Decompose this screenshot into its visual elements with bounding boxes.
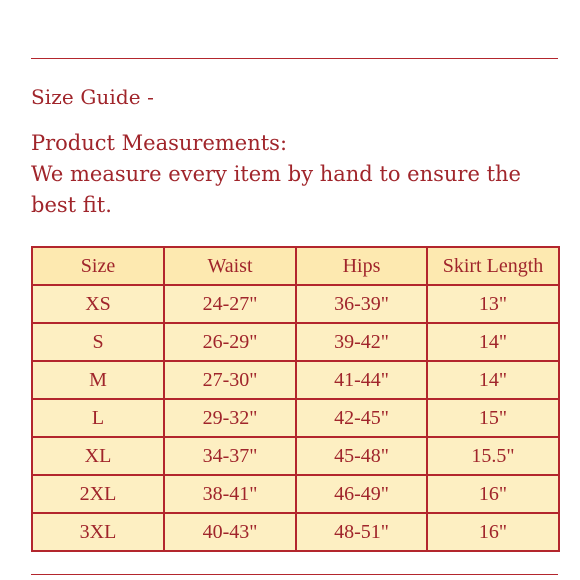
measurements-text-line-2: best fit. <box>31 193 112 217</box>
cell-waist: 34-37" <box>164 437 296 475</box>
cell-skirt-length: 13" <box>427 285 559 323</box>
table-row <box>32 285 559 323</box>
column-header-skirt-length: Skirt Length <box>427 247 559 285</box>
table-row <box>32 475 559 513</box>
product-measurements-intro <box>31 128 551 221</box>
measurements-text-line-1: We measure every item by hand to ensure the <box>31 162 521 186</box>
cell-hips: 45-48" <box>296 437 427 475</box>
column-header-waist: Waist <box>164 247 296 285</box>
table-row <box>32 513 559 551</box>
cell-skirt-length: 15.5" <box>427 437 559 475</box>
column-header-size: Size <box>32 247 164 285</box>
cell-skirt-length: 14" <box>427 361 559 399</box>
cell-size: XS <box>32 285 164 323</box>
cell-hips: 41-44" <box>296 361 427 399</box>
size-guide-title: Size Guide - <box>31 85 155 109</box>
cell-skirt-length: 16" <box>427 475 559 513</box>
cell-size: M <box>32 361 164 399</box>
cell-skirt-length: 16" <box>427 513 559 551</box>
table-header-row <box>32 247 559 285</box>
cell-waist: 27-30" <box>164 361 296 399</box>
cell-size: 3XL <box>32 513 164 551</box>
table-row <box>32 361 559 399</box>
cell-size: XL <box>32 437 164 475</box>
table-row <box>32 399 559 437</box>
size-chart-table <box>31 246 560 552</box>
cell-size: L <box>32 399 164 437</box>
cell-hips: 48-51" <box>296 513 427 551</box>
column-header-hips: Hips <box>296 247 427 285</box>
cell-hips: 39-42" <box>296 323 427 361</box>
cell-waist: 29-32" <box>164 399 296 437</box>
cell-waist: 40-43" <box>164 513 296 551</box>
bottom-divider <box>31 574 558 575</box>
top-divider <box>31 58 558 59</box>
cell-waist: 38-41" <box>164 475 296 513</box>
cell-hips: 46-49" <box>296 475 427 513</box>
measurements-heading: Product Measurements: <box>31 131 288 155</box>
cell-size: 2XL <box>32 475 164 513</box>
cell-size: S <box>32 323 164 361</box>
cell-waist: 24-27" <box>164 285 296 323</box>
table-row <box>32 323 559 361</box>
cell-waist: 26-29" <box>164 323 296 361</box>
table-row <box>32 437 559 475</box>
cell-hips: 42-45" <box>296 399 427 437</box>
cell-hips: 36-39" <box>296 285 427 323</box>
cell-skirt-length: 15" <box>427 399 559 437</box>
cell-skirt-length: 14" <box>427 323 559 361</box>
